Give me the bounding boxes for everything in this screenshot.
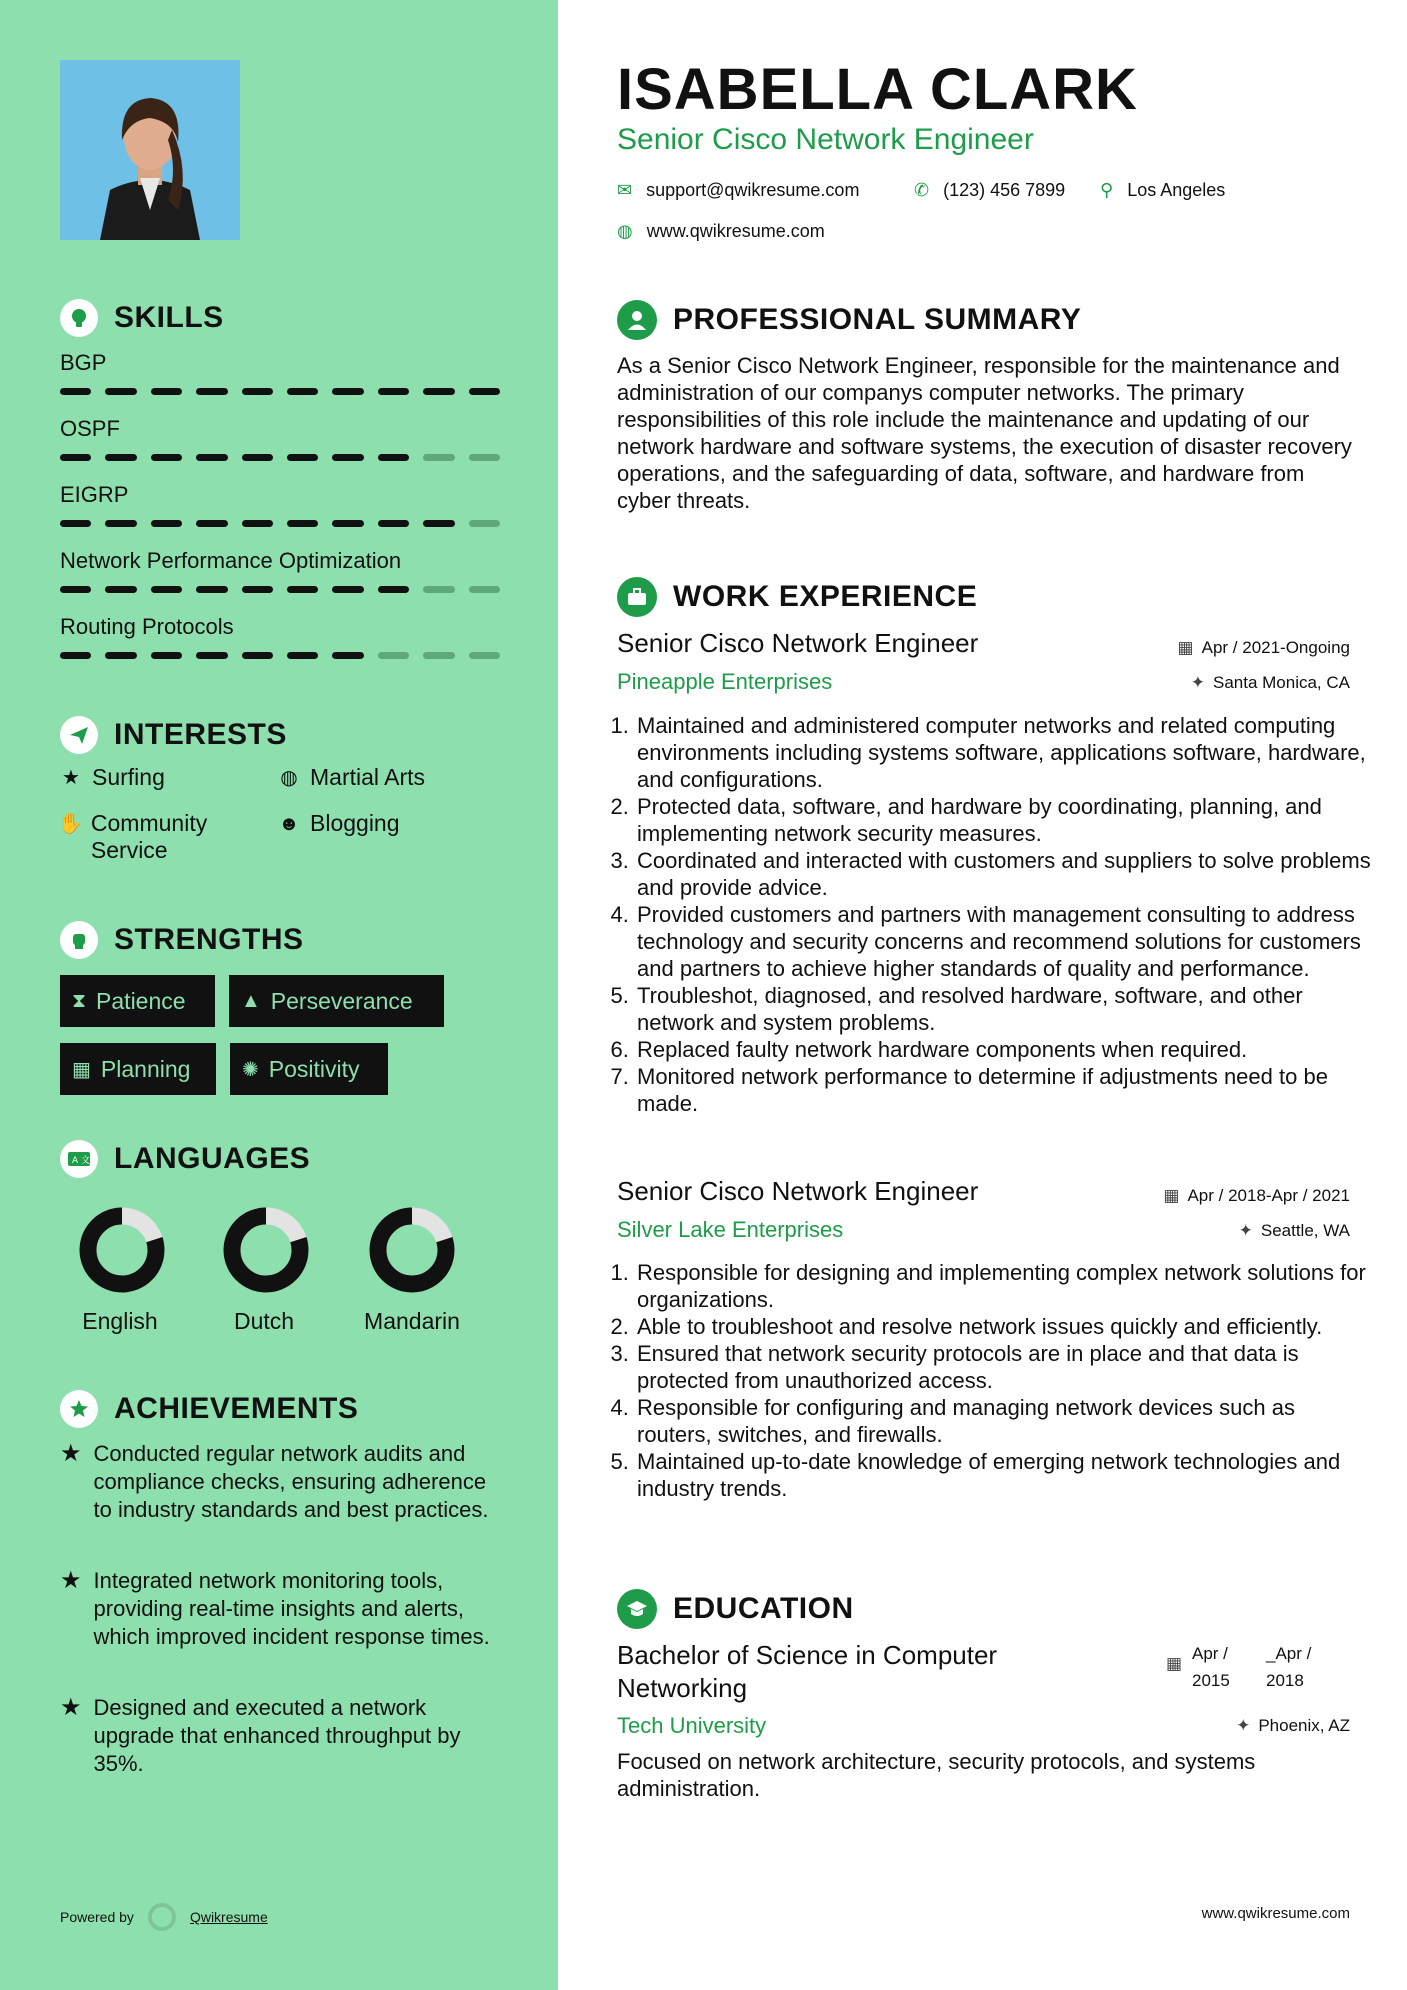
rating-dash-filled bbox=[105, 586, 136, 593]
rating-dash-empty bbox=[423, 454, 454, 461]
rating-dash-filled bbox=[378, 520, 409, 527]
strength-badge: ✺ Positivity bbox=[230, 1043, 388, 1095]
pushpin-icon: ✦ bbox=[1190, 673, 1205, 692]
job-title: Senior Cisco Network Engineer bbox=[617, 1176, 979, 1206]
rating-dash-filled bbox=[151, 388, 182, 395]
users-icon: ☻ bbox=[278, 813, 300, 835]
sun-icon: ✺ bbox=[242, 1058, 259, 1081]
skills-heading: SKILLS bbox=[60, 298, 224, 338]
handshake-icon: ✋ bbox=[58, 813, 83, 835]
achievements-heading: ACHIEVEMENTS bbox=[60, 1389, 358, 1429]
list-item: 5. Maintained up-to-date knowledge of emerging network technologies and industry trends. bbox=[635, 1448, 1375, 1502]
calendar-icon: ▦ bbox=[1166, 1654, 1183, 1673]
rating-dash-filled bbox=[242, 652, 273, 659]
phone-icon: ✆ bbox=[914, 180, 930, 200]
calendar-icon: ▦ bbox=[72, 1058, 91, 1081]
graduation-icon bbox=[617, 1589, 657, 1629]
award-star-icon bbox=[60, 1390, 98, 1428]
language-donut-mandarin bbox=[364, 1202, 460, 1298]
location-contact: ⚲ Los Angeles bbox=[1100, 180, 1226, 200]
rating-dash-filled bbox=[332, 586, 363, 593]
website-contact[interactable]: ◍ www.qwikresume.com bbox=[617, 221, 825, 241]
envelope-icon: ✉ bbox=[617, 180, 633, 200]
rating-dash-filled bbox=[151, 652, 182, 659]
footer-url[interactable]: www.qwikresume.com bbox=[1201, 1905, 1350, 1922]
qwikresume-logo-icon bbox=[148, 1903, 176, 1931]
rating-dash-filled bbox=[332, 388, 363, 395]
education-heading: EDUCATION bbox=[617, 1587, 854, 1631]
rating-dash-filled bbox=[105, 388, 136, 395]
rating-dash-filled bbox=[105, 454, 136, 461]
education-end: _Apr / 2018 bbox=[1266, 1644, 1312, 1690]
rating-dash-filled bbox=[105, 652, 136, 659]
rating-dash-filled bbox=[242, 454, 273, 461]
rating-dash-empty bbox=[469, 652, 500, 659]
briefcase-icon bbox=[617, 577, 657, 617]
job-company: Silver Lake Enterprises bbox=[617, 1217, 844, 1242]
rating-dash-filled bbox=[151, 520, 182, 527]
powered-by: Powered by Qwikresume bbox=[60, 1903, 268, 1931]
education-location: ✦ Phoenix, AZ bbox=[1236, 1716, 1350, 1735]
achievement-item: ★ Designed and executed a network upgrade that enhanced throughput by 35%. bbox=[60, 1694, 461, 1776]
degree-title: Bachelor of Science in Computer Networking bbox=[617, 1640, 998, 1703]
list-item: 7. Monitored network performance to determine if adjustments need to be made. bbox=[635, 1063, 1375, 1117]
rating-dash-filled bbox=[60, 388, 91, 395]
hourglass-icon: ⧗ bbox=[72, 989, 87, 1012]
skill-rating bbox=[60, 586, 500, 593]
list-item: 5. Troubleshot, diagnosed, and resolved hardware, software, and other network and system problems. bbox=[635, 982, 1375, 1036]
skill-item: BGP bbox=[60, 350, 500, 395]
achievement-item: ★ Conducted regular network audits and compliance checks, ensuring adherence to industry standards and best practices. bbox=[60, 1440, 489, 1522]
skill-rating bbox=[60, 454, 500, 461]
candidate-name: ISABELLA CLARK bbox=[617, 57, 1138, 122]
summary-text: As a Senior Cisco Network Engineer, responsible for the maintenance and administration of our companys computer networks. The primary responsibilities of this role include the maintenance and updating of our network hardware and software systems, the execution of disaster recovery operations, and the safeguarding of data, software, and hardware from cyber threats. bbox=[617, 353, 1352, 513]
list-item: 6. Replaced faulty network hardware components when required. bbox=[635, 1036, 1375, 1063]
education-description: Focused on network architecture, security protocols, and systems administration. bbox=[617, 1749, 1256, 1801]
rating-dash-filled bbox=[287, 652, 318, 659]
rating-dash-filled bbox=[423, 520, 454, 527]
rating-dash-filled bbox=[378, 454, 409, 461]
interest-item: ◍ Martial Arts bbox=[276, 764, 425, 792]
summary-heading: PROFESSIONAL SUMMARY bbox=[617, 298, 1081, 342]
qwikresume-link[interactable]: Qwikresume bbox=[189, 1909, 268, 1925]
list-item: 4. Provided customers and partners with management consulting to address technology and security concerns and recommend solutions for customers and partners to achieve higher standards of quality and performance. bbox=[635, 901, 1375, 982]
pushpin-icon: ✦ bbox=[1238, 1221, 1253, 1240]
email-contact[interactable]: ✉ support@qwikresume.com bbox=[617, 180, 860, 200]
list-item: 4. Responsible for configuring and managing network devices such as routers, switches, and firewalls. bbox=[635, 1394, 1375, 1448]
paper-plane-icon bbox=[60, 716, 98, 754]
svg-text:A 文: A 文 bbox=[72, 1156, 91, 1166]
skill-rating bbox=[60, 388, 500, 395]
achievement-item: ★ Integrated network monitoring tools, providing real-time insights and alerts, which improved incident response times. bbox=[60, 1567, 490, 1649]
rating-dash-empty bbox=[378, 652, 409, 659]
school-name: Tech University bbox=[617, 1713, 767, 1738]
rating-dash-filled bbox=[196, 652, 227, 659]
strength-badge: ▲ Perseverance bbox=[229, 975, 444, 1027]
strength-badge: ▦ Planning bbox=[60, 1043, 216, 1095]
rating-dash-filled bbox=[332, 652, 363, 659]
language-icon bbox=[60, 1140, 98, 1178]
rating-dash-filled bbox=[151, 454, 182, 461]
job-company: Pineapple Enterprises bbox=[617, 669, 833, 694]
strengths-heading: STRENGTHS bbox=[60, 920, 304, 960]
rating-dash-filled bbox=[60, 586, 91, 593]
language-label: Mandarin bbox=[364, 1308, 460, 1334]
list-item: 3. Ensured that network security protocols are in place and that data is protected from unauthorized access. bbox=[635, 1340, 1375, 1394]
rating-dash-filled bbox=[151, 586, 182, 593]
rating-dash-empty bbox=[469, 586, 500, 593]
rating-dash-filled bbox=[287, 388, 318, 395]
interest-item: ☻ Blogging bbox=[276, 810, 400, 838]
skill-item: EIGRP bbox=[60, 482, 500, 527]
language-donut-english bbox=[74, 1202, 170, 1298]
strength-badge: ⧗ Patience bbox=[60, 975, 215, 1027]
languages-heading: A 文 LANGUAGES bbox=[60, 1139, 310, 1179]
rating-dash-filled bbox=[423, 388, 454, 395]
rating-dash-filled bbox=[196, 586, 227, 593]
rating-dash-filled bbox=[242, 520, 273, 527]
rating-dash-empty bbox=[469, 520, 500, 527]
rating-dash-filled bbox=[287, 520, 318, 527]
skill-rating bbox=[60, 520, 500, 527]
list-item: 3. Coordinated and interacted with customers and suppliers to solve problems and provide advice. bbox=[635, 847, 1375, 901]
rating-dash-filled bbox=[196, 454, 227, 461]
job-responsibilities bbox=[617, 712, 1375, 1117]
job-dates: ▦ Apr / 2021-Ongoing bbox=[1177, 638, 1350, 657]
rating-dash-filled bbox=[469, 388, 500, 395]
skill-item: Routing Protocols bbox=[60, 614, 500, 659]
rating-dash-filled bbox=[242, 586, 273, 593]
interest-item: ✋ Community Service bbox=[58, 810, 208, 863]
user-icon bbox=[617, 300, 657, 340]
fist-icon bbox=[60, 921, 98, 959]
phone-contact[interactable]: ✆ (123) 456 7899 bbox=[914, 180, 1066, 200]
language-donut-dutch bbox=[218, 1202, 314, 1298]
list-item: 1. Responsible for designing and implementing complex network solutions for organizations. bbox=[635, 1259, 1375, 1313]
language-label: English bbox=[82, 1308, 158, 1334]
job-title: Senior Cisco Network Engineer bbox=[617, 628, 979, 658]
globe-icon: ◍ bbox=[280, 767, 298, 789]
skill-item: Network Performance Optimization bbox=[60, 548, 500, 593]
rating-dash-filled bbox=[60, 454, 91, 461]
job-responsibilities bbox=[617, 1259, 1375, 1502]
rating-dash-empty bbox=[469, 454, 500, 461]
calendar-icon: ▦ bbox=[1177, 638, 1194, 657]
rating-dash-filled bbox=[287, 586, 318, 593]
rating-dash-filled bbox=[378, 586, 409, 593]
road-icon: ▲ bbox=[241, 989, 261, 1012]
rating-dash-filled bbox=[378, 388, 409, 395]
rating-dash-filled bbox=[332, 454, 363, 461]
rating-dash-filled bbox=[287, 454, 318, 461]
interest-item: ★ Surfing bbox=[58, 764, 165, 792]
rating-dash-filled bbox=[60, 652, 91, 659]
globe-icon: ◍ bbox=[617, 221, 633, 241]
calendar-icon: ▦ bbox=[1163, 1186, 1180, 1205]
language-label: Dutch bbox=[233, 1308, 295, 1334]
rating-dash-filled bbox=[105, 520, 136, 527]
interests-heading: INTERESTS bbox=[60, 715, 287, 755]
skill-item: OSPF bbox=[60, 416, 500, 461]
job-dates: ▦ Apr / 2018-Apr / 2021 bbox=[1163, 1186, 1350, 1205]
rating-dash-filled bbox=[60, 520, 91, 527]
job-location: ✦ Seattle, WA bbox=[1238, 1221, 1350, 1240]
star-burst-icon: ★ bbox=[60, 1694, 82, 1721]
rating-dash-filled bbox=[242, 388, 273, 395]
lightbulb-icon bbox=[60, 299, 98, 337]
list-item: 2. Protected data, software, and hardware by coordinating, planning, and implementing network security measures. bbox=[635, 793, 1375, 847]
list-item: 1. Maintained and administered computer networks and related computing environments including systems software, applications software, hardware, and configurations. bbox=[635, 712, 1375, 793]
star-burst-icon: ★ bbox=[60, 1567, 82, 1594]
rating-dash-filled bbox=[196, 388, 227, 395]
candidate-title: Senior Cisco Network Engineer bbox=[617, 123, 1034, 156]
pushpin-icon: ✦ bbox=[1236, 1716, 1251, 1735]
star-burst-icon: ★ bbox=[60, 1440, 82, 1467]
rating-dash-empty bbox=[423, 586, 454, 593]
rating-dash-empty bbox=[423, 652, 454, 659]
rating-dash-filled bbox=[196, 520, 227, 527]
experience-heading: WORK EXPERIENCE bbox=[617, 575, 977, 619]
profile-photo bbox=[60, 60, 240, 240]
education-start: Apr / 2015 bbox=[1192, 1644, 1230, 1690]
skill-rating bbox=[60, 652, 500, 659]
star-icon: ★ bbox=[62, 767, 80, 789]
job-location: ✦ Santa Monica, CA bbox=[1190, 673, 1350, 692]
rating-dash-filled bbox=[332, 520, 363, 527]
map-pin-icon: ⚲ bbox=[1100, 180, 1114, 200]
list-item: 2. Able to troubleshoot and resolve network issues quickly and efficiently. bbox=[635, 1313, 1375, 1340]
